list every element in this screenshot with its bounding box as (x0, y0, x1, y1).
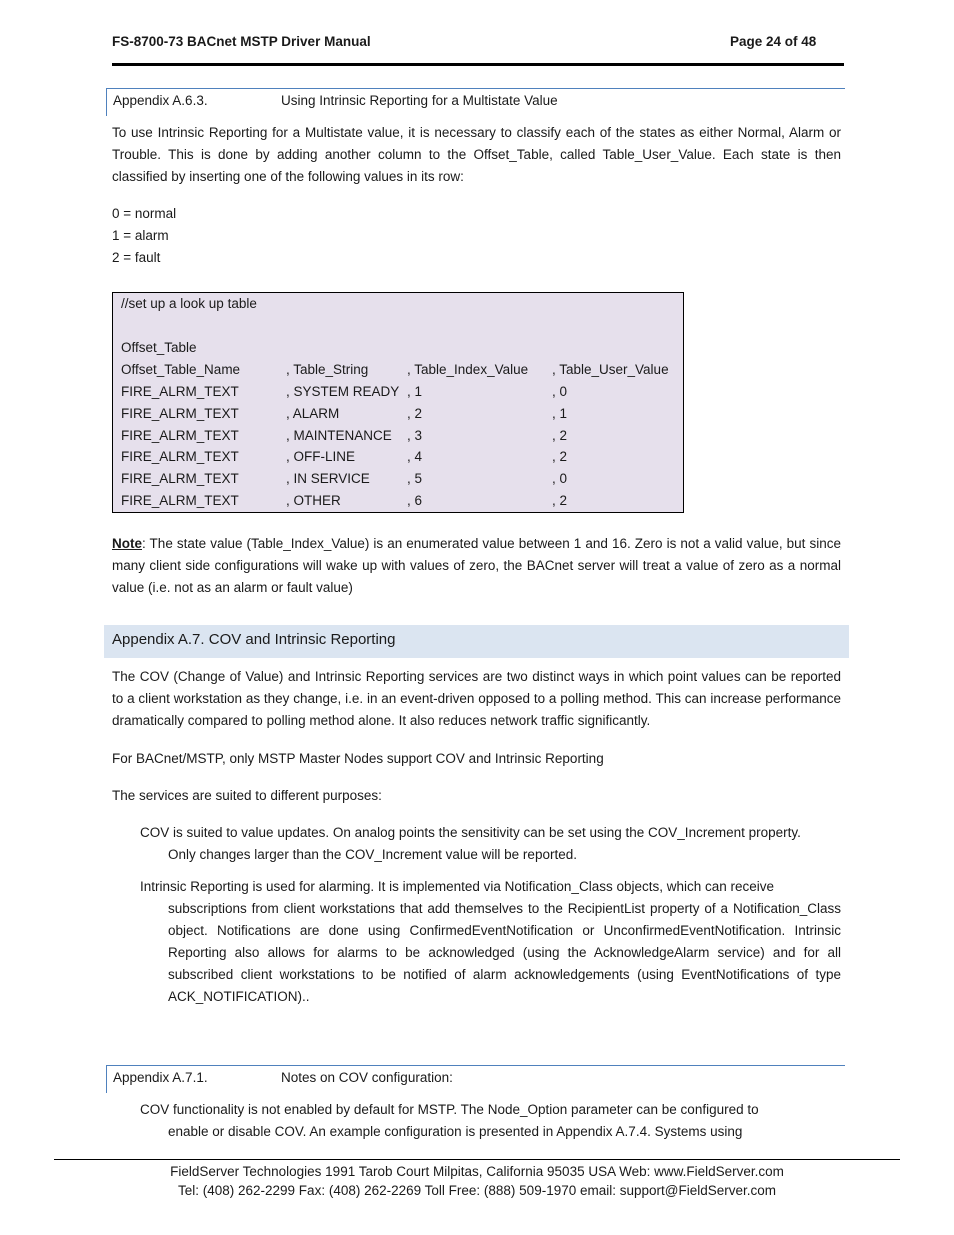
footer-contact: Tel: (408) 262-2299 Fax: (408) 262-2269 Toll Free: (888) 509-1970 email: support@FieldServer.com (177, 1183, 777, 1198)
code-cell: , 5 (407, 471, 423, 486)
code-cell: FIRE_ALRM_TEXT (121, 471, 239, 486)
code-cell: , OFF-LINE (286, 449, 356, 464)
code-cell: , 1 (552, 406, 568, 421)
subsection-number: Appendix A.7.1. (113, 1070, 208, 1085)
services-paragraph: The services are suited to different purposes: (112, 788, 382, 803)
subsection-title: Using Intrinsic Reporting for a Multistate Value (281, 93, 558, 108)
code-comment: //set up a look up table (121, 296, 257, 311)
code-cell: FIRE_ALRM_TEXT (121, 428, 239, 443)
code-row (121, 381, 681, 403)
subsection-number: Appendix A.6.3. (113, 93, 208, 108)
bullet-continuation: enable or disable COV. An example configuration is presented in Appendix A.7.4. Systems using (168, 1124, 743, 1139)
code-cell: Offset_Table_Name (121, 362, 241, 377)
code-cell: FIRE_ALRM_TEXT (121, 493, 239, 508)
code-cell: , 2 (552, 428, 568, 443)
section-heading-a7 (104, 625, 849, 658)
note-text: : The state value (Table_Index_Value) is an enumerated value between 1 and 16. Zero is not a valid value, but since many client side configurations will wake up with values of zero, the BACnet server will treat a value of zero as a normal value (i.e. not as an alarm or fault value) (112, 536, 841, 595)
cov-bullet (140, 822, 841, 866)
note-label: Note (112, 536, 142, 551)
intrinsic-bullet (140, 876, 841, 1008)
document-title: FS-8700-73 BACnet MSTP Driver Manual (112, 34, 371, 49)
cov-config-bullet (140, 1099, 841, 1143)
code-cell: , 0 (552, 471, 568, 486)
code-cell: , 3 (407, 428, 423, 443)
footer-divider (54, 1159, 900, 1160)
code-cell: , Table_Index_Value (407, 362, 529, 377)
code-cell: , MAINTENANCE (286, 428, 392, 443)
code-cell: , OTHER (286, 493, 341, 508)
subsection-heading-a71 (106, 1065, 845, 1093)
config-code-box (112, 292, 684, 513)
code-row (121, 490, 681, 512)
code-cell: , ALARM (286, 406, 340, 421)
code-header-row (121, 359, 681, 381)
cov-intro-paragraph: The COV (Change of Value) and Intrinsic Reporting services are two distinct ways in which point values can be reported to a client workstation as they change, i.e. in an event-driven opposed to a polling method. This can increase performance dramatically compared to polling method alone. It also reduces network traffic significantly. (112, 669, 841, 728)
value-line: 0 = normal (112, 206, 177, 221)
code-cell: , 2 (407, 406, 423, 421)
note-paragraph (112, 533, 841, 599)
code-row (121, 425, 681, 447)
footer-address: FieldServer Technologies 1991 Tarob Court Milpitas, California 95035 USA Web: www.FieldServer.com (170, 1164, 784, 1179)
page-number: Page 24 of 48 (730, 34, 817, 49)
bullet-first-line: COV functionality is not enabled by default for MSTP. The Node_Option parameter can be configured to (140, 1102, 759, 1117)
code-cell: FIRE_ALRM_TEXT (121, 449, 239, 464)
section-title: Appendix A.7. COV and Intrinsic Reporting (112, 631, 396, 648)
code-cell: , 2 (552, 493, 568, 508)
code-cell: , 0 (552, 384, 568, 399)
code-cell: , 6 (407, 493, 423, 508)
code-cell: , Table_User_Value (552, 362, 669, 377)
code-cell: , 1 (407, 384, 423, 399)
subsection-heading-a63 (106, 88, 845, 116)
code-cell: , 2 (552, 449, 568, 464)
code-cell: FIRE_ALRM_TEXT (121, 406, 239, 421)
code-cell: , 4 (407, 449, 423, 464)
header-divider (112, 63, 844, 66)
bullet-first-line: COV is suited to value updates. On analog points the sensitivity can be set using the COV_Increment property. (140, 825, 801, 840)
bullet-continuation: Only changes larger than the COV_Increment value will be reported. (168, 847, 577, 862)
code-table-name: Offset_Table (121, 340, 197, 355)
code-row (121, 403, 681, 425)
code-cell: , Table_String (286, 362, 369, 377)
mstp-paragraph: For BACnet/MSTP, only MSTP Master Nodes support COV and Intrinsic Reporting (112, 751, 604, 766)
code-row (121, 446, 681, 468)
code-row (121, 468, 681, 490)
bullet-first-line: Intrinsic Reporting is used for alarming. It is implemented via Notification_Class objects, which can receive (140, 879, 775, 894)
code-cell: , IN SERVICE (286, 471, 370, 486)
bullet-continuation: subscriptions from client workstations that add themselves to the RecipientList property of a Notification_Class object. Notifications are done using ConfirmedEventNotification or UnconfirmedEventNotification. Intrinsic Reporting also allows for alarms to be acknowledged (using the AcknowledgeAlarm service) and for all subscribed client workstations to be notified of alarm acknowledgements (using EventNotifications of type ACK_NOTIFICATION).. (168, 901, 841, 1004)
code-cell: , SYSTEM READY (286, 384, 400, 399)
code-cell: FIRE_ALRM_TEXT (121, 384, 239, 399)
subsection-title: Notes on COV configuration: (281, 1070, 453, 1085)
value-line: 2 = fault (112, 250, 161, 265)
value-line: 1 = alarm (112, 228, 169, 243)
intro-paragraph: To use Intrinsic Reporting for a Multistate value, it is necessary to classify each of the states as either Normal, Alarm or Trouble. This is done by adding another column to the Offset_Table, called Table_User_Value. Each state is then classified by inserting one of the following values in its row: (112, 125, 841, 184)
